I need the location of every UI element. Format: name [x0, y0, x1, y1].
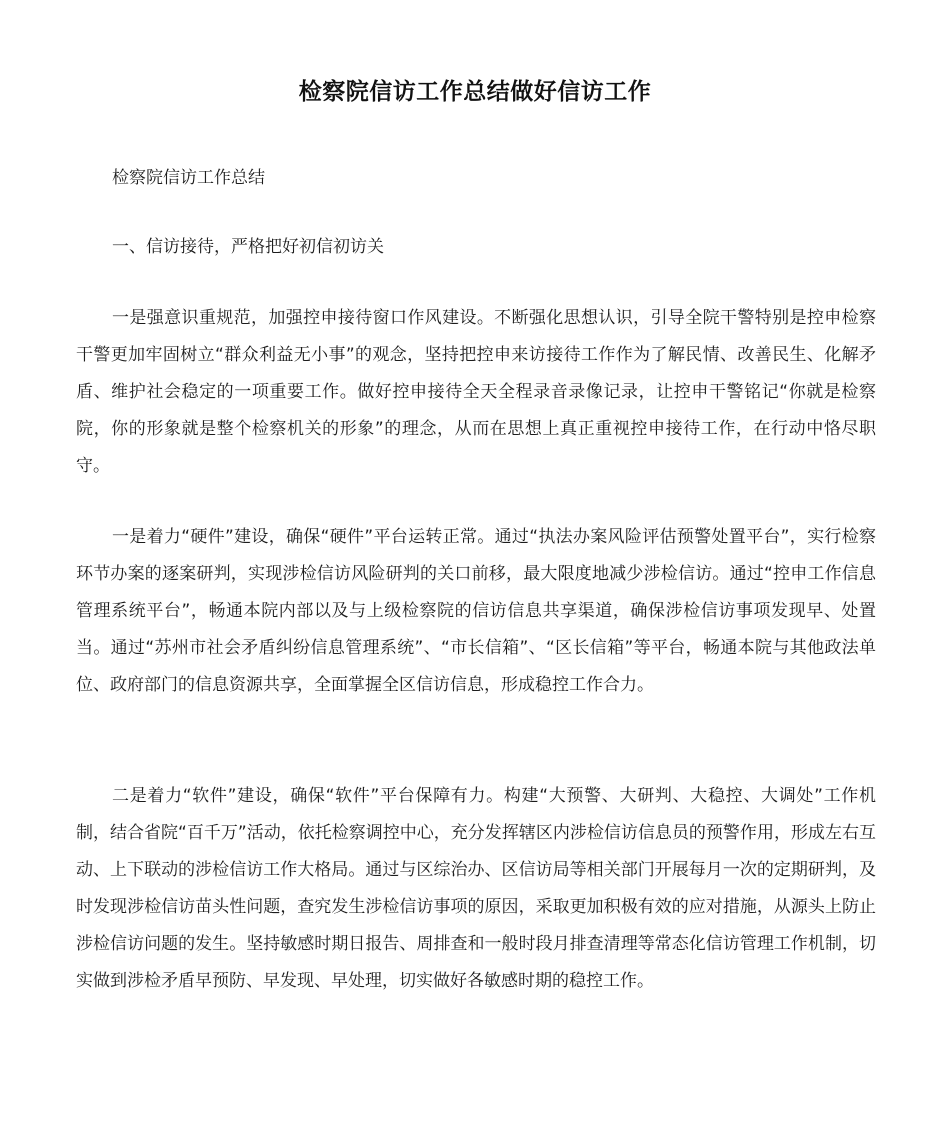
document-title: 检察院信访工作总结做好信访工作	[298, 79, 652, 105]
subsection-heading: 一、信访接待，严格把好初信初访关	[112, 237, 384, 257]
section-heading: 检察院信访工作总结	[112, 168, 265, 188]
body-paragraph: 一是强意识重规范，加强控申接待窗口作风建设。不断强化思想认识，引导全院干警特别是控申检察干警更加牢固树立“群众利益无小事”的观念，坚持把控申来访接待工作作为了解民情、改善民生、化解矛盾、维护社会稳定的一项重要工作。做好控申接待全天全程录音录像记录，让控申干警铭记“你就是检察院，你的形象就是整个检察机关的形象”的理念，从而在思想上真正重视控申接待工作，在行动中恪尽职守。	[76, 308, 876, 476]
body-paragraph: 二是着力“软件”建设，确保“软件”平台保障有力。构建“大预警、大研判、大稳控、大调处”工作机制，结合省院“百千万”活动，依托检察调控中心，充分发挥辖区内涉检信访信息员的预警作用，形成左右互动、上下联动的涉检信访工作大格局。通过与区综治办、区信访局等相关部门开展每月一次的定期研判，及时发现涉检信访苗头性问题，查究发生涉检信访事项的原因，采取更加积极有效的应对措施，从源头上防止涉检信访问题的发生。坚持敏感时期日报告、周排查和一般时段月排查清理等常态化信访管理工作机制，切实做到涉检矛盾早预防、早发现、早处理，切实做好各敏感时期的稳控工作。	[76, 786, 876, 991]
body-paragraph: 一是着力“硬件”建设，确保“硬件”平台运转正常。通过“执法办案风险评估预警处置平台”，实行检察环节办案的逐案研判，实现涉检信访风险研判的关口前移，最大限度地减少涉检信访。通过“控申工作信息管理系统平台”，畅通本院内部以及与上级检察院的信访信息共享渠道，确保涉检信访事项发现早、处置当。通过“苏州市社会矛盾纠纷信息管理系统”、“市长信箱”、“区长信箱”等平台，畅通本院与其他政法单位、政府部门的信息资源共享，全面掌握全区信访信息，形成稳控工作合力。	[76, 527, 876, 695]
